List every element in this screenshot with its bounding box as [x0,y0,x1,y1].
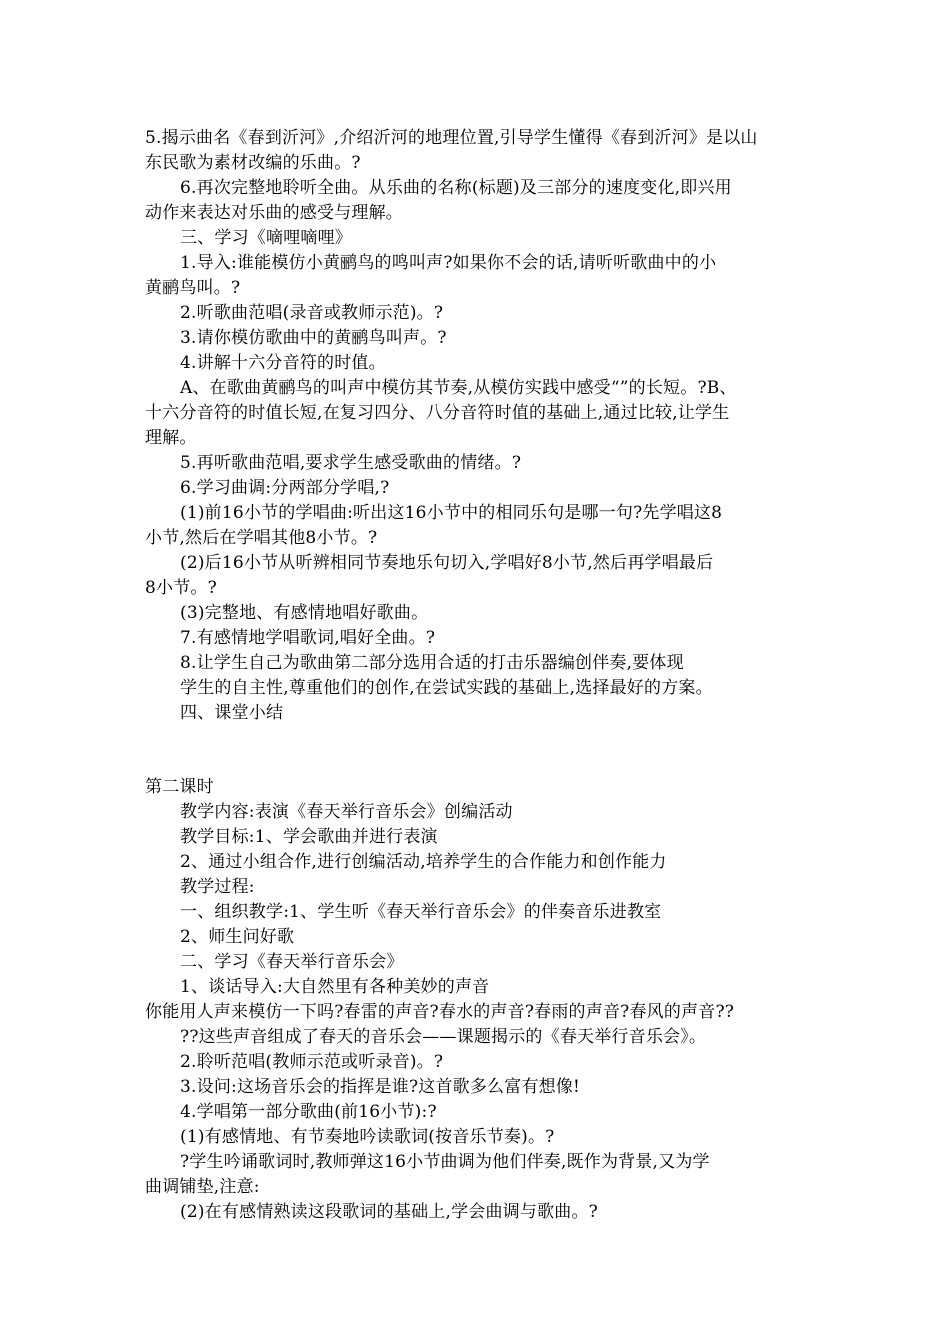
text-line: 动作来表达对乐曲的感受与理解。 [145,203,403,223]
section-heading: 二、学习《春天举行音乐会》 [180,952,404,972]
text-line: 学生的自主性,尊重他们的创作,在尝试实践的基础上,选择最好的方案。 [180,678,713,698]
text-line: 你能用人声来模仿一下吗?春雷的声音?春水的声音?春雨的声音?春风的声音?? [145,1002,735,1022]
text-line: 东民歌为素材改编的乐曲。? [145,153,361,173]
section-heading: 一、组织教学:1、学生听《春天举行音乐会》的伴奏音乐进教室 [180,902,662,922]
text-line: 5.再听歌曲范唱,要求学生感受歌曲的情绪。? [180,453,522,473]
text-line: 理解。 [145,428,197,448]
text-line: 教学过程: [180,877,255,897]
text-line: 5.揭示曲名《春到沂河》,介绍沂河的地理位置,引导学生懂得《春到沂河》是以山 [145,128,758,148]
text-line: 黄鹂鸟叫。? [145,278,241,298]
text-line: 6.再次完整地聆听全曲。从乐曲的名称(标题)及三部分的速度变化,即兴用 [180,178,732,198]
text-line: 十六分音符的时值长短,在复习四分、八分音符时值的基础上,通过比较,让学生 [145,403,730,423]
text-line: (2)在有感情熟读这段歌词的基础上,学会曲调与歌曲。? [180,1202,598,1222]
text-line: 2、通过小组合作,进行创编活动,培养学生的合作能力和创作能力 [180,852,667,872]
text-line: 2、师生问好歌 [180,927,295,947]
text-line: 3.请你模仿歌曲中的黄鹂鸟叫声。? [180,328,447,348]
text-line: A、在歌曲黄鹂鸟的叫声中模仿其节奏,从模仿实践中感受“”的长短。?B、 [180,378,737,398]
text-line: (2)后16小节从听辨相同节奏地乐句切入,学唱好8小节,然后再学唱最后 [180,553,714,573]
text-line: 2.听歌曲范唱(录音或教师示范)。? [180,303,444,323]
text-line: (1)前16小节的学唱曲:听出这16小节中的相同乐句是哪一句?先学唱这8 [180,503,723,523]
section-heading: 三、学习《嘀哩嘀哩》 [180,228,352,248]
text-line: 4.讲解十六分音符的时值。 [180,353,386,373]
text-line: 8小节。? [145,578,217,598]
text-line: 教学内容:表演《春天举行音乐会》创编活动 [180,802,513,822]
text-line: (3)完整地、有感情地唱好歌曲。 [180,603,429,623]
text-line: 7.有感情地学唱歌词,唱好全曲。? [180,628,436,648]
text-line: 2.聆听范唱(教师示范或听录音)。? [180,1052,444,1072]
text-line: 教学目标:1、学会歌曲并进行表演 [180,827,438,847]
text-line: 3.设问:这场音乐会的指挥是谁?这首歌多么富有想像! [180,1077,581,1097]
text-line: 1.导入:谁能模仿小黄鹂鸟的鸣叫声?如果你不会的话,请听听歌曲中的小 [180,253,717,273]
text-line: 6.学习曲调:分两部分学唱,? [180,478,390,498]
text-line: 4.学唱第一部分歌曲(前16小节):? [180,1102,437,1122]
text-line: ??这些声音组成了春天的音乐会——课题揭示的《春天举行音乐会》。 [180,1027,707,1047]
text-line: 8.让学生自己为歌曲第二部分选用合适的打击乐器编创伴奏,要体现 [180,653,684,673]
text-line: 小节,然后在学唱其他8小节。? [145,528,378,548]
section-heading: 四、课堂小结 [180,703,284,723]
text-line: ?学生吟诵歌词时,教师弹这16小节曲调为他们伴奏,既作为背景,又为学 [180,1152,710,1172]
text-line: (1)有感情地、有节奏地吟读歌词(按音乐节奏)。? [180,1127,555,1147]
text-line: 1、谈话导入:大自然里有各种美妙的声音 [180,977,490,997]
text-line: 曲调铺垫,注意: [145,1177,260,1197]
lesson-title: 第二课时 [145,777,214,797]
